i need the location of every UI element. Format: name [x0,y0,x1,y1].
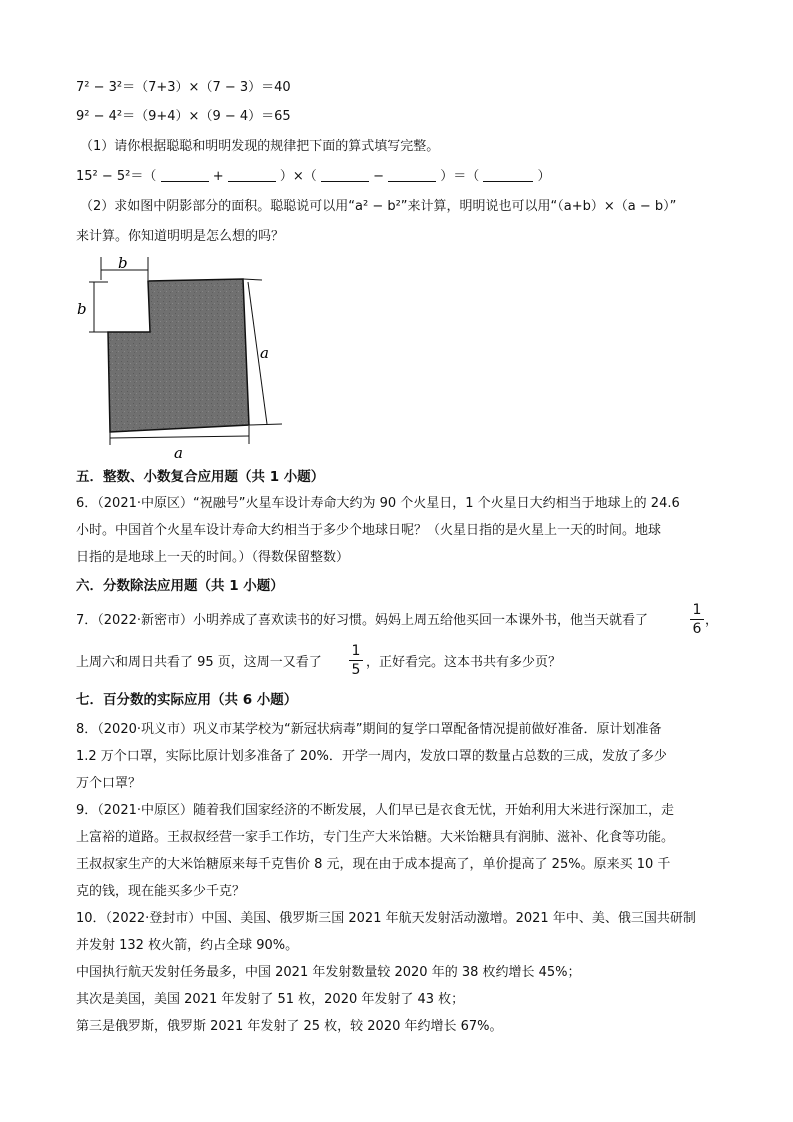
question-2-line-1: （2）求如图中阴影部分的面积。聪聪说可以用“a² − b²”来计算，明明说也可以用“（a+b）×（a − b）” [80,199,677,214]
problem-9-line-2: 上富裕的道路。王叔叔经营一家手工作坊，专门生产大米饴糖。大米饴糖具有润肺、滋补、化食等功能。 [76,830,675,845]
section-6-title: 六．分数除法应用题（共 1 小题） [76,578,284,594]
equals-sign: ）＝（ [440,169,480,184]
problem-6-line-3: 日指的是地球上一天的时间。）（得数保留整数） [76,550,350,565]
plus-sign: + [212,169,224,184]
answer-blank-5[interactable] [483,167,533,182]
problem-8-line-2: 1.2 万个口罩，实际比原计划多准备了 20%．开学一周内，发放口罩的数量占总数的三成，发放了多少 [76,749,667,764]
fraction-1-numerator: 1 [692,602,702,618]
problem-7-line-2b: ，正好看完。这本书共有多少页？ [366,655,562,670]
problem-10-line-1: 10．（2022·登封市）中国、美国、俄罗斯三国 2021 年航天发射活动激增。2021 年中、美、俄三国共研制 [76,911,696,926]
label-a-bottom: a [174,444,183,462]
shaded-area-figure [72,252,302,470]
problem-10-line-3: 中国执行航天发射任务最多，中国 2021 年发射数量较 2020 年的 38 枚约增长 45%； [76,965,581,980]
intro-formula-1: 7² − 3²＝（7+3）×（7 − 3）＝40 [76,80,291,95]
answer-blank-3[interactable] [321,167,369,182]
problem-6-line-2: 小时。中国首个火星车设计寿命大约相当于多少个地球日呢？（火星日指的是火星上一天的时间。地球 [76,523,662,538]
problem-9-line-3: 王叔叔家生产的大米饴糖原来每千克售价 8 元，现在由于成本提高了，单价提高了 25%。原来买 10 千 [76,857,671,872]
fraction-one-fifth [349,643,363,678]
fraction-one-sixth [690,602,704,637]
section-7-title: 七．百分数的实际应用（共 6 小题） [76,692,298,708]
problem-10-line-5: 第三是俄罗斯，俄罗斯 2021 年发射了 25 枚，较 2020 年约增长 67%。 [76,1019,503,1034]
question-1-text: （1）请你根据聪聪和明明发现的规律把下面的算式填写完整。 [80,139,440,154]
problem-8-line-3: 万个口罩？ [76,776,142,791]
answer-blank-4[interactable] [388,167,436,182]
problem-7-line-2a: 上周六和周日共看了 95 页，这周一又看了 [76,655,322,670]
problem-7-line-1: 7．（2022·新密市）小明养成了喜欢读书的好习惯。妈妈上周五给他买回一本课外书，他当天就看了 [76,613,648,628]
intro-formula-2: 9² − 4²＝（9+4）×（9 − 4）＝65 [76,109,291,124]
times-sign: ）×（ [279,169,317,184]
problem-10-line-2: 并发射 132 枚火箭，约占全球 90%。 [76,938,299,953]
minus-sign: − [373,169,384,184]
close-paren: ） [537,169,551,184]
problem-10-line-4: 其次是美国，美国 2021 年发射了 51 枚，2020 年发射了 43 枚； [76,992,465,1007]
fraction-2-denominator: 5 [351,662,361,678]
problem-7-comma: ， [705,613,719,628]
answer-blank-2[interactable] [228,167,276,182]
section-5-title: 五．整数、小数复合应用题（共 1 小题） [76,469,325,485]
answer-blank-1[interactable] [161,167,209,182]
shaded-region [108,279,249,432]
fraction-2-numerator: 1 [351,643,361,659]
question-1-formula [76,167,551,187]
fraction-1-denominator: 6 [692,621,702,637]
label-b-left: b [77,300,87,318]
problem-8-line-1: 8．（2020·巩义市）巩义市某学校为“新冠状病毒”期间的复学口罩配备情况提前做好准备．原计划准备 [76,722,662,737]
problem-9-line-4: 克的钱，现在能买多少千克？ [76,884,246,899]
label-a-right: a [260,344,269,362]
formula-left: 15² − 5²＝（ [76,169,157,184]
question-2-line-2: 来计算。你知道明明是怎么想的吗？ [76,229,285,244]
problem-9-line-1: 9．（2021·中原区）随着我们国家经济的不断发展，人们早已是衣食无忧，开始利用大米进行深加工，走 [76,803,674,818]
problem-6-line-1: 6．（2021·中原区）“祝融号”火星车设计寿命大约为 90 个火星日，1 个火星日大约相当于地球上的 24.6 [76,496,680,511]
label-b-top: b [118,254,128,272]
